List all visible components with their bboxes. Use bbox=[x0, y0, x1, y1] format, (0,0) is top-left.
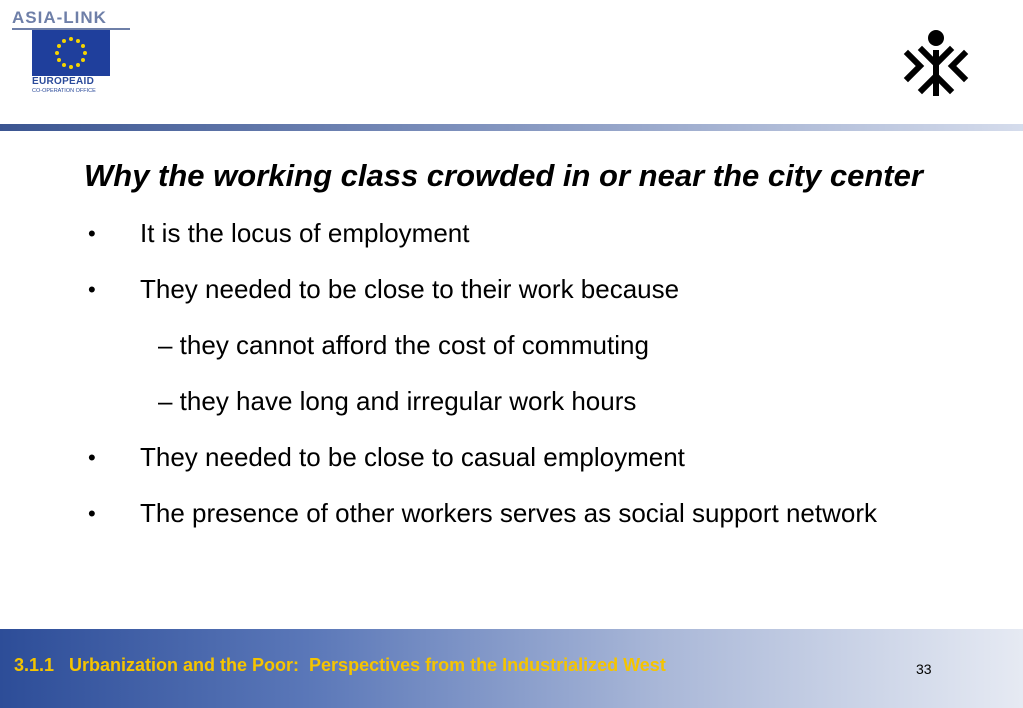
stylized-figure-emblem-icon bbox=[900, 28, 972, 100]
bullet-text: They needed to be close to casual employment bbox=[140, 442, 685, 472]
bullet-marker: • bbox=[88, 277, 96, 302]
footer-title: 3.1.1 Urbanization and the Poor: Perspectives from the Industrialized West bbox=[14, 655, 666, 675]
bullet-text: They needed to be close to their work because bbox=[140, 274, 680, 304]
bullet-item bbox=[84, 439, 944, 476]
header-divider bbox=[0, 124, 1023, 131]
asia-link-logo-text: ASIA-LINK bbox=[12, 8, 107, 27]
bullet-marker: • bbox=[88, 221, 96, 246]
europeaid-logo-text: EUROPEAID bbox=[32, 76, 95, 87]
sub-bullet-item: – they have long and irregular work hours bbox=[158, 386, 637, 416]
page-number: 33 bbox=[916, 661, 932, 677]
slide-content bbox=[84, 156, 944, 532]
bullet-item bbox=[84, 215, 944, 252]
bullet-item bbox=[84, 271, 944, 308]
bullet-text: The presence of other workers serves as social support network bbox=[140, 498, 878, 528]
sub-bullet-item: – they cannot afford the cost of commuting bbox=[158, 330, 649, 360]
bullet-marker: • bbox=[88, 501, 96, 526]
footer-bar bbox=[0, 629, 1023, 708]
cooperation-office-text: CO-OPERATION OFFICE bbox=[32, 88, 96, 94]
asia-link-europeaid-logo bbox=[8, 8, 138, 100]
eu-flag-icon bbox=[32, 30, 110, 76]
bullet-marker: • bbox=[88, 445, 96, 470]
slide-heading: Why the working class crowded in or near the city center bbox=[84, 158, 923, 193]
eu-stars-icon bbox=[32, 30, 110, 76]
bullet-item bbox=[84, 495, 944, 532]
bullet-text: It is the locus of employment bbox=[140, 218, 470, 248]
